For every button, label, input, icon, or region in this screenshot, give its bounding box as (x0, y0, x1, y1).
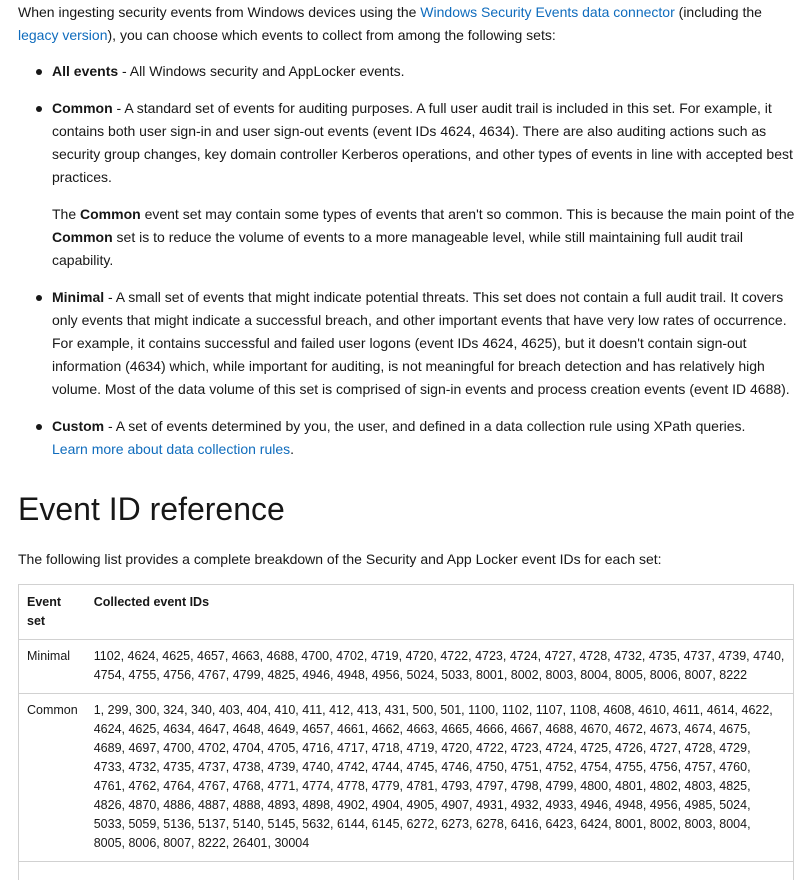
list-item-minimal (52, 286, 798, 401)
section-heading: Event ID reference (18, 491, 285, 527)
windows-security-events-connector-link[interactable]: Windows Security Events data connector (420, 4, 675, 20)
common-note (52, 203, 798, 272)
intro-text-middle: (including the (674, 4, 762, 20)
note-text: set is to reduce the volume of events to a more manageable level, while still maintaining full audit trail capability. (52, 229, 743, 268)
list-item-common (52, 97, 798, 272)
set-description (52, 97, 798, 189)
list-item-custom (52, 415, 798, 461)
set-name: All events (52, 63, 119, 79)
set-name: Common (52, 100, 113, 116)
event-id-table-container (18, 584, 794, 880)
table-header-row (19, 585, 793, 640)
section-lead: The following list provides a complete breakdown of the Security and App Locker event IDs for each set: (18, 551, 662, 567)
row-event-ids: 1102, 4624, 4625, 4657, 4663, 4688, 4700, 4702, 4719, 4720, 4722, 4723, 4724, 4727, 4728, 4732, 4735, 4737, 4739, 4740, 4754, 4755, 4756, 4767, 4799, 4825, 4946, 4948, 4956, 5024, 5033, 8001, 8002, 8003, 8004, 8005, 8006, 8007, 8222 (86, 640, 793, 694)
table-continuation (19, 861, 793, 880)
table-row (19, 694, 793, 862)
bullet-icon (36, 69, 42, 75)
event-id-table (19, 584, 793, 861)
set-name: Minimal (52, 289, 105, 305)
table-row (19, 640, 793, 694)
set-description-text: - A standard set of events for auditing purposes. A full user audit trail is included in this set. For example, it contains both user sign-in and user sign-out events (event IDs 4624, 4634). There are also auditing actions such as security group changes, key domain controller Kerberos operations, and other types of events in line with accepted best practices. (52, 100, 793, 185)
set-description-text: - A small set of events that might indicate potential threats. This set does not contain a full audit trail. It covers only events that might indicate a successful breach, and other important events that have very low rates of occurrence. For example, it contains successful and failed user logons (event IDs 4624, 4625), but it doesn't contain sign-out information (4634) which, while important for auditing, is not meaningful for breach detection and has relatively high volume. Most of the data volume of this set is comprised of sign-in events and process creation events (event ID 4688). (52, 289, 790, 397)
set-description (52, 415, 798, 461)
row-set-name: Minimal (19, 640, 86, 694)
event-set-list (18, 60, 798, 461)
note-bold: Common (80, 206, 141, 222)
set-description-text: - A set of events determined by you, the user, and defined in a data collection rule using XPath queries. (104, 418, 746, 434)
column-header-collected-ids: Collected event IDs (86, 585, 793, 640)
note-text: The (52, 206, 81, 222)
link-suffix: . (290, 441, 295, 457)
intro-text-before: When ingesting security events from Windows devices using the (18, 4, 421, 20)
list-item-all-events (52, 60, 798, 83)
legacy-version-link[interactable]: legacy version (18, 27, 108, 43)
article-content (18, 0, 798, 880)
column-header-event-set: Event set (19, 585, 86, 640)
note-text: event set may contain some types of events that aren't so common. This is because the main point of the (140, 206, 795, 222)
set-description (52, 60, 798, 83)
data-collection-rules-link[interactable]: Learn more about data collection rules (52, 441, 291, 457)
bullet-icon (36, 424, 42, 430)
set-name: Custom (52, 418, 105, 434)
intro-text-after: ), you can choose which events to collect from among the following sets: (107, 27, 556, 43)
intro-paragraph (18, 1, 798, 47)
note-bold: Common (52, 229, 113, 245)
row-event-ids: 1, 299, 300, 324, 340, 403, 404, 410, 411, 412, 413, 431, 500, 501, 1100, 1102, 1107, 1108, 4608, 4610, 4611, 4614, 4622, 4624, 4625, 4634, 4647, 4648, 4649, 4657, 4661, 4662, 4663, 4665, 4666, 4667, 4688, 4670, 4672, 4673, 4674, 4675, 4689, 4697, 4700, 4702, 4704, 4705, 4716, 4717, 4718, 4719, 4720, 4722, 4723, 4724, 4725, 4726, 4727, 4728, 4729, 4733, 4732, 4735, 4737, 4738, 4739, 4740, 4742, 4744, 4745, 4746, 4750, 4751, 4752, 4754, 4755, 4756, 4757, 4760, 4761, 4762, 4764, 4767, 4768, 4771, 4774, 4778, 4779, 4781, 4793, 4797, 4798, 4799, 4800, 4801, 4802, 4803, 4825, 4826, 4870, 4886, 4887, 4888, 4893, 4898, 4902, 4904, 4905, 4907, 4931, 4932, 4933, 4946, 4948, 4956, 4985, 5024, 5033, 5059, 5136, 5137, 5140, 5145, 5632, 6144, 6145, 6272, 6273, 6278, 6416, 6423, 6424, 8001, 8002, 8003, 8004, 8005, 8006, 8007, 8222, 26401, 30004 (86, 694, 793, 862)
set-description (52, 286, 798, 401)
set-description-text: - All Windows security and AppLocker events. (118, 63, 405, 79)
row-set-name: Common (19, 694, 86, 862)
bullet-icon (36, 295, 42, 301)
bullet-icon (36, 106, 42, 112)
